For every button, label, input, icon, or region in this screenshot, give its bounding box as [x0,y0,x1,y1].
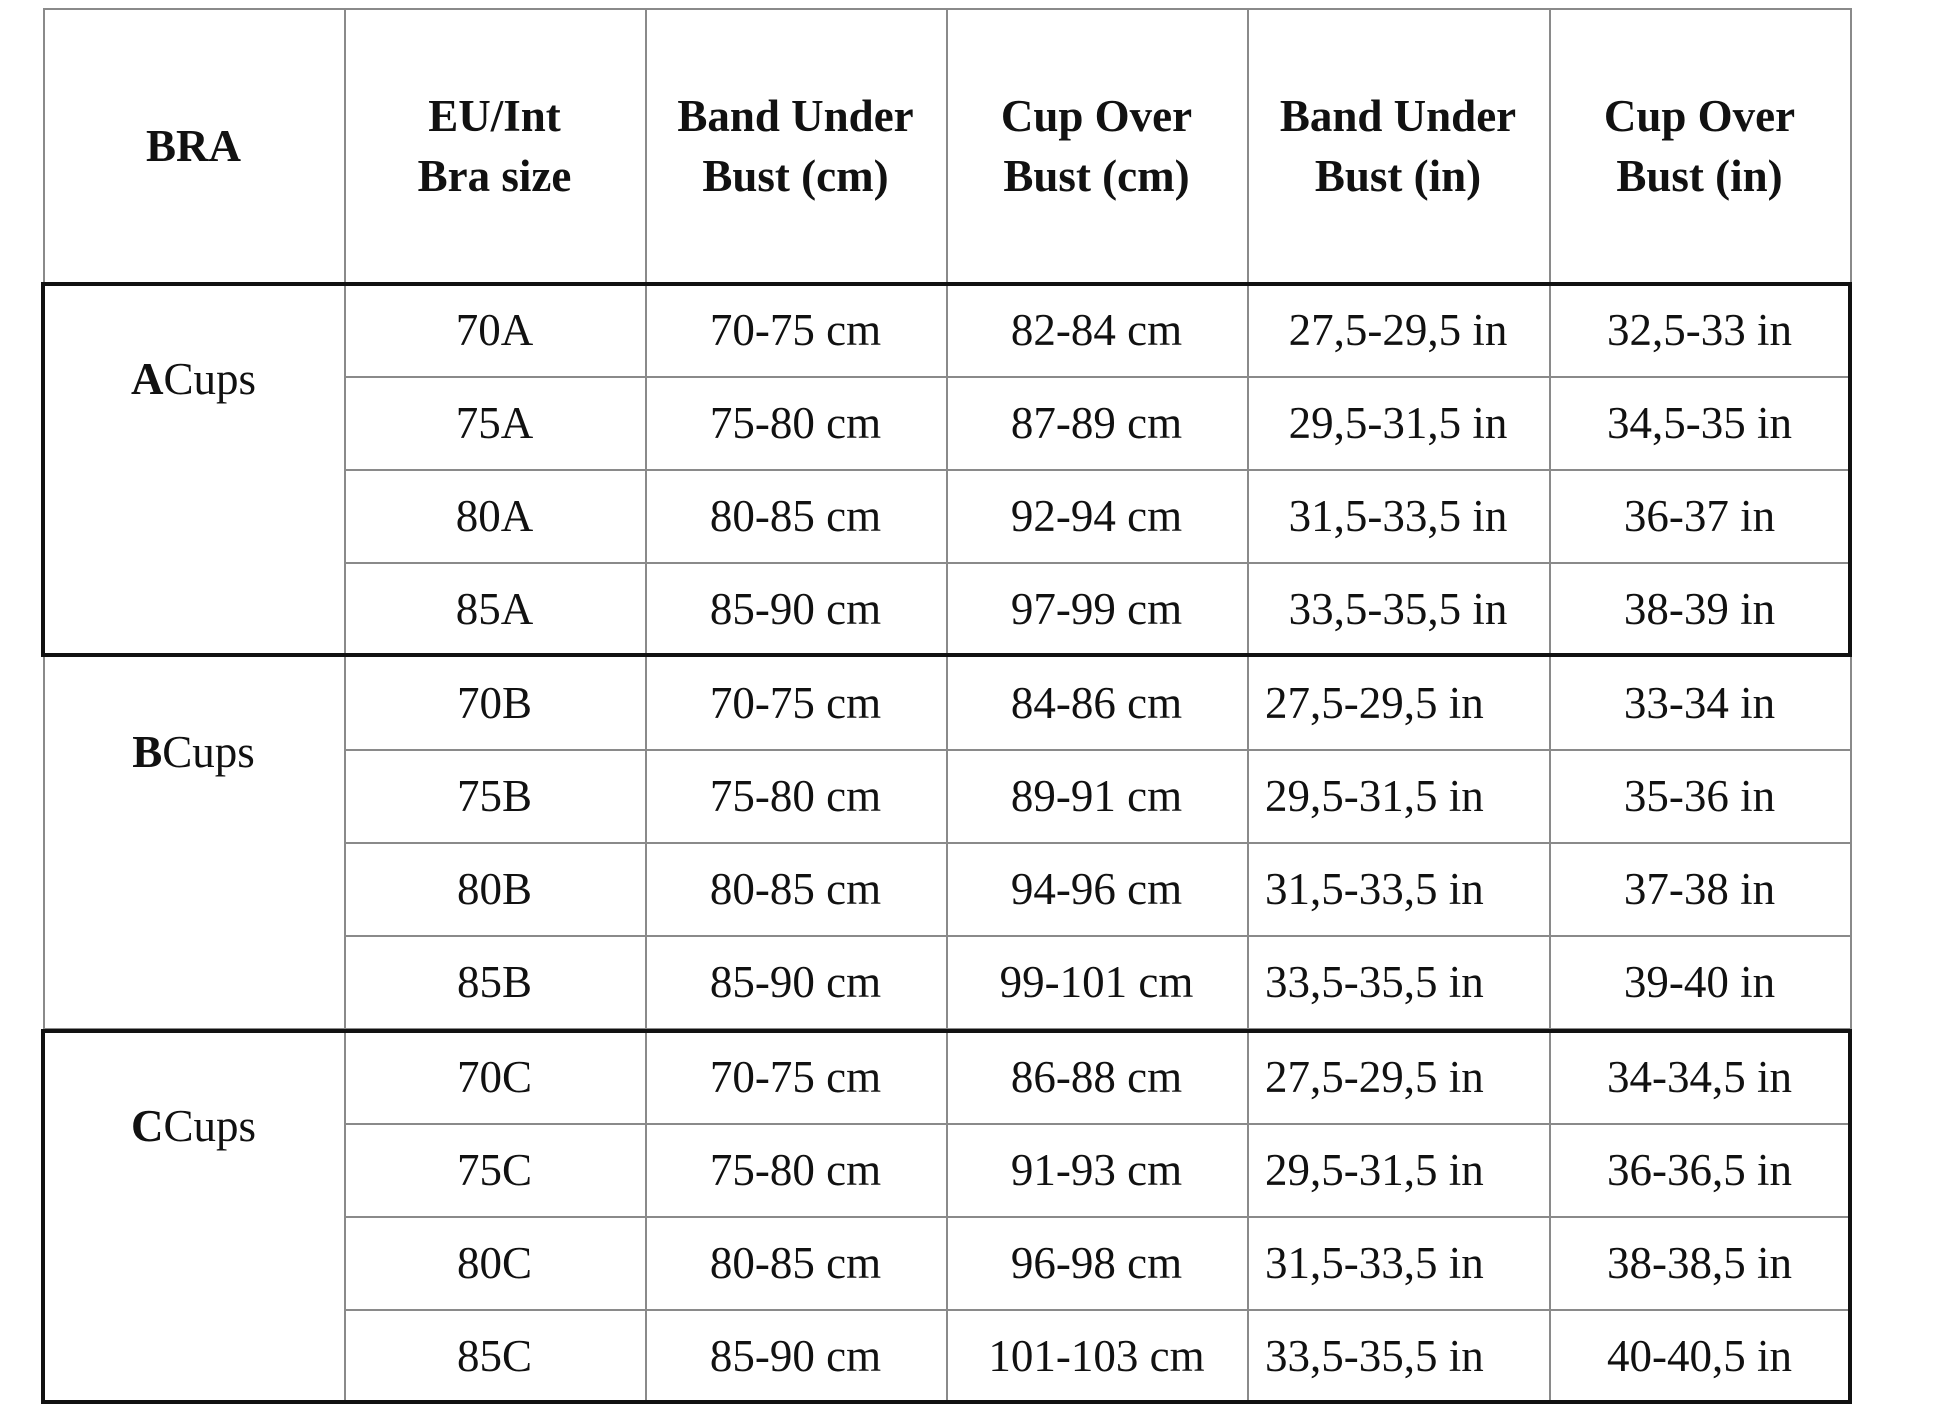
table-cell: 85-90 cm [709,956,882,1007]
table-cell: 31,5-33,5 in [1265,863,1484,914]
table-cell: 75B [456,770,532,821]
column-header-text: Bust (in) [1616,150,1783,201]
table-cell: 75-80 cm [709,1144,882,1195]
table-cell: 36-36,5 in [1607,1144,1792,1195]
table-cell: 34,5-35 in [1607,397,1792,448]
column-header-text: Band Under [1279,90,1517,141]
group-letter: B [132,727,163,777]
table-cell: 39-40 in [1623,956,1776,1007]
table-cell: 35-36 in [1623,770,1776,821]
table-cell: 91-93 cm [1010,1144,1183,1195]
group-suffix: Cups [162,727,255,777]
table-cell: 89-91 cm [1010,770,1183,821]
table-cell: 97-99 cm [1010,583,1183,634]
table-cell: 85C [456,1330,532,1381]
table-cell: 85-90 cm [709,1330,882,1381]
table-cell: 75C [456,1144,532,1195]
table-cell: 87-89 cm [1010,397,1183,448]
table-cell: 34-34,5 in [1607,1051,1792,1102]
table-cell: 84-86 cm [1010,677,1183,728]
table-cell: 80A [455,490,534,541]
group-label [43,1060,344,1192]
table-cell: 80B [456,863,532,914]
table-cell: 29,5-31,5 in [1265,770,1484,821]
table-cell: 33-34 in [1623,677,1776,728]
column-header [344,8,645,283]
group-letter: A [130,354,164,404]
column-header-text: Band Under [677,90,914,141]
table-cell: 37-38 in [1623,863,1776,914]
column-header-text: Cup Over [1603,90,1796,141]
column-header-text: Bust (cm) [1003,150,1190,201]
table-cell: 85B [456,956,532,1007]
column-header-text: BRA [145,120,241,171]
table-cell: 80-85 cm [709,863,882,914]
table-cell: 86-88 cm [1010,1051,1183,1102]
table-cell: 36-37 in [1623,490,1776,541]
table-cell: 70-75 cm [709,1051,882,1102]
grid-col-line [1850,8,1852,1403]
column-header [645,8,946,283]
table-cell: 27,5-29,5 in [1265,677,1484,728]
column-header-text: Cup Over [1000,90,1193,141]
table-cell: 80-85 cm [709,1237,882,1288]
column-header-text: Bra size [417,150,572,201]
table-cell: 82-84 cm [1010,304,1183,355]
table-cell: 32,5-33 in [1607,304,1792,355]
table-cell: 29,5-31,5 in [1265,1144,1484,1195]
table-cell: 33,5-35,5 in [1265,1330,1484,1381]
column-header-text: Bust (cm) [702,150,889,201]
table-cell: 70-75 cm [709,677,882,728]
table-cell: 80C [456,1237,532,1288]
table-cell: 70B [456,677,532,728]
group-letter: C [130,1101,164,1151]
group-suffix: Cups [163,354,257,404]
table-cell: 75-80 cm [709,397,882,448]
column-header [946,8,1247,283]
table-cell: 29,5-31,5 in [1288,397,1508,448]
table-cell: 75-80 cm [709,770,882,821]
column-header [1549,8,1850,283]
table-cell: 27,5-29,5 in [1288,304,1508,355]
column-header-text: Bust (in) [1314,150,1482,201]
table-cell: 80-85 cm [709,490,882,541]
table-cell: 70-75 cm [709,304,882,355]
table-cell: 38-39 in [1623,583,1776,634]
table-cell: 70A [455,304,534,355]
table-cell: 96-98 cm [1010,1237,1183,1288]
group-label [43,686,344,818]
group-label [43,313,344,445]
table-cell: 38-38,5 in [1607,1237,1792,1288]
table-cell: 31,5-33,5 in [1265,1237,1484,1288]
column-header [43,8,344,283]
table-cell: 99-101 cm [999,956,1194,1007]
group-suffix: Cups [163,1101,257,1151]
table-cell: 33,5-35,5 in [1288,583,1508,634]
table-cell: 85-90 cm [709,583,882,634]
table-cell: 40-40,5 in [1607,1330,1792,1381]
column-header [1247,8,1549,283]
table-cell: 31,5-33,5 in [1288,490,1508,541]
table-cell: 27,5-29,5 in [1265,1051,1484,1102]
table-cell: 94-96 cm [1010,863,1183,914]
table-cell: 101-103 cm [988,1330,1205,1381]
table-cell: 75A [455,397,534,448]
table-cell: 92-94 cm [1010,490,1183,541]
table-cell: 33,5-35,5 in [1265,956,1484,1007]
table-cell: 85A [455,583,534,634]
table-cell: 70C [456,1051,532,1102]
column-header-text: EU/Int [428,90,561,141]
